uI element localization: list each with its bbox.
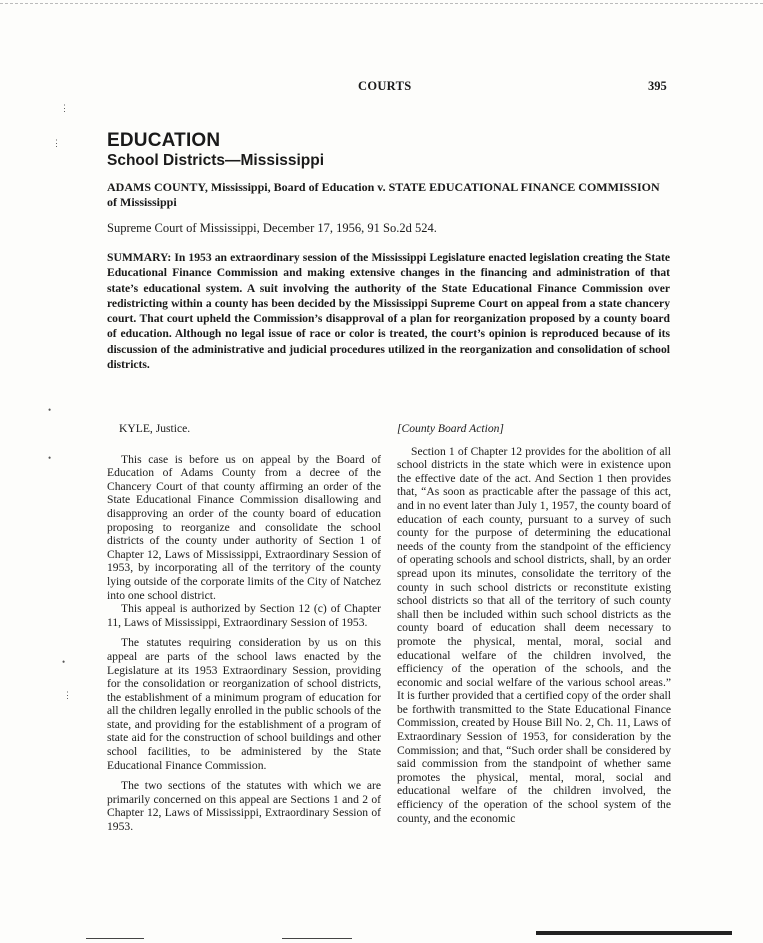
margin-speck: ⋮	[63, 690, 72, 700]
margin-speck: ⋮	[52, 138, 61, 148]
opinion-paragraph: This case is before us on appeal by the Board of Education of Adams County from a decree of the Chancery Court of that county affirming an order of the State Educational Finance Commission disallowing and disapproving an order of the county board of education proposing to reorganize and consolidate the school districts of the county under authority of Section 1 of Chapter 12, Laws of Mississippi, Extraordinary Session of 1953, by incorporating all of the territory of the county lying outside of the corporate limits of the City of Natchez into one school district.	[107, 452, 381, 602]
footer-rule	[86, 938, 144, 939]
subsection-heading: [County Board Action]	[397, 422, 504, 435]
left-column	[107, 422, 381, 834]
opinion-paragraph: Section 1 of Chapter 12 provides for the abolition of all school districts in the state which were in existence upon the effective date of the act. And Section 1 then provides that, “As soon as practicable after the passage of this act, and in no event later than July 1, 1957, the county board of education of each county, pursuant to a survey of such county for the purpose of determining the educational needs of the county from the standpoint of the efficiency of operating schools and school districts, shall, by an order spread upon its minutes, consolidate the territory of the county in such school districts or reconstitute existing school districts so that all of the territory of such county shall then be included within such school districts as the county board of education shall deem necessary to promote the physical, mental, moral, social and educational welfare of the children involved, the efficiency of the operation of the schools, and the economic and social welfare of the various school areas.” It is further provided that a certified copy of the order shall be forthwith transmitted to the State Educational Finance Commission, created by House Bill No. 2, Ch. 11, Laws of Extraordinary Session of 1953, for consideration by the Commission; and that, “Such order shall be considered by said commission from the standpoint of whether same promotes the physical, mental, moral, social and educational welfare of the children involved, the efficiency of the operation of the school system of the county, and the economic	[397, 444, 671, 825]
section-subheading: School Districts—Mississippi	[107, 152, 325, 169]
footer-rule	[282, 938, 352, 939]
summary-paragraph: SUMMARY: In 1953 an extraordinary session of the Mississippi Legislature enacted legislation creating the State Educational Finance Commission and making extensive changes in the financing and administration of that state’s educational system. A suit involving the authority of the State Educational Finance Commission over redistricting within a county has been decided by the Mississippi Supreme Court on appeal from a state chancery court. That court upheld the Commission’s disapproval of a plan for reorganization proposed by a county board of education. Although no legal issue of race or color is treated, the court’s opinion is reproduced because of its discussion of the administrative and judicial procedures utilized in the reorganization and consolidation of school districts.	[107, 251, 670, 372]
margin-speck: •	[62, 657, 66, 667]
section-heading: EDUCATION	[107, 130, 221, 151]
running-title: COURTS	[358, 79, 412, 93]
opinion-paragraph: The two sections of the statutes with which we are primarily concerned on this appeal are Sections 1 and 2 of Chapter 12, Laws of Mississippi, Extraordinary Session of 1953.	[107, 779, 381, 834]
right-column	[397, 422, 671, 825]
opinion-paragraph: This appeal is authorized by Section 12 (c) of Chapter 11, Laws of Mississippi, Extraordinary Session of 1953.	[107, 602, 381, 629]
opinion-paragraph: The statutes requiring consideration by us on this appeal are parts of the school laws enacted by the Legislature at its 1953 Extraordinary Session, providing for the consolidation or reorganization of school districts, the establishment of a minimum program of education for all the children legally enrolled in the public schools of the state, and providing for the establishment of a program of state aid for the construction of school buildings and other school facilities, to be administered by the State Educational Finance Commission.	[107, 636, 381, 772]
margin-speck: •	[48, 405, 52, 415]
case-citation: Supreme Court of Mississippi, December 17, 1956, 91 So.2d 524.	[107, 221, 437, 235]
judge-name: KYLE, Justice.	[119, 422, 191, 435]
case-title: ADAMS COUNTY, Mississippi, Board of Education v. STATE EDUCATIONAL FINANCE COMMISSION of Mississippi	[107, 180, 660, 209]
scan-edge-line	[0, 3, 763, 4]
margin-speck: ⋮	[60, 103, 69, 113]
footer-heavy-rule	[536, 931, 732, 935]
running-header	[0, 79, 763, 95]
page-number: 395	[648, 79, 667, 93]
margin-speck: •	[48, 453, 52, 463]
